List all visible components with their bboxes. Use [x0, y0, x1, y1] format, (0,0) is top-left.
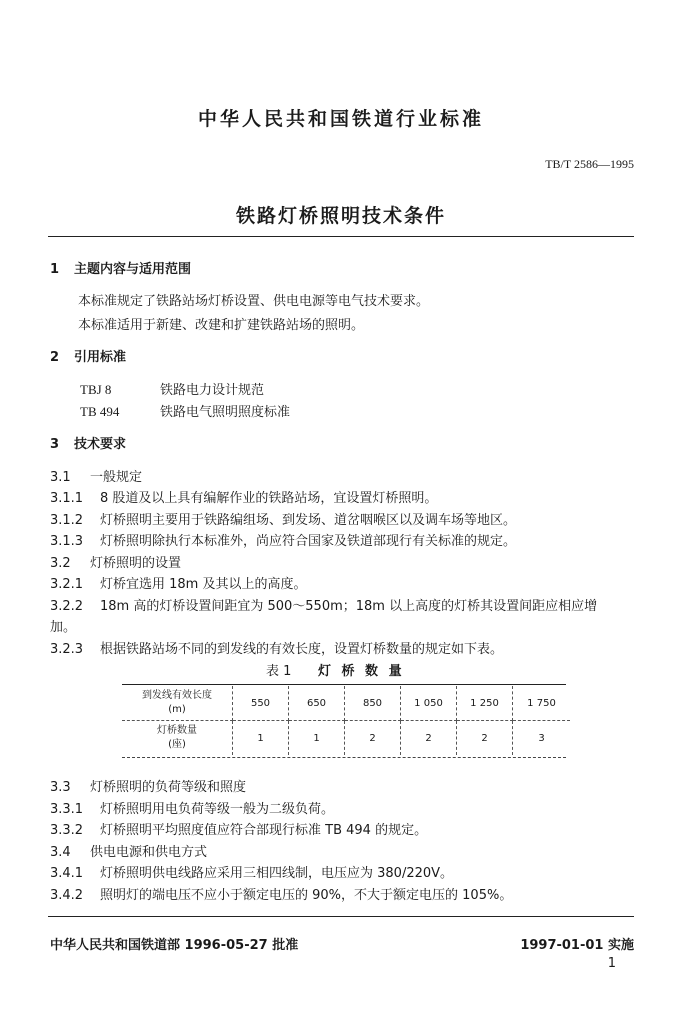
clause-number: 3.3	[50, 780, 71, 795]
clause-text: 灯桥照明平均照度值应符合部现行标准 TB 494 的规定。	[100, 823, 428, 838]
header-organization: 中华人民共和国铁道行业标准	[197, 108, 484, 130]
paragraph: 本标准规定了铁路站场灯桥设置、供电电源等电气技术要求。	[78, 294, 430, 309]
row-header-length	[122, 686, 233, 721]
clause-text: 8 股道及以上具有编解作业的铁路站场，宜设置灯桥照明。	[100, 491, 438, 506]
table-cell: 1 050	[401, 686, 457, 721]
clause	[50, 556, 181, 572]
clause	[50, 888, 512, 904]
clause-text: 一般规定	[90, 470, 143, 485]
clause-text: 灯桥照明的设置	[90, 556, 182, 571]
clause-text: 灯桥照明主要用于铁路编组场、到发场、道岔咽喉区以及调车场等地区。	[100, 513, 517, 528]
clause-text: 照明灯的端电压不应小于额定电压的 90%，不大于额定电压的 105%。	[100, 888, 513, 903]
clause-continuation: 加。	[50, 620, 77, 635]
table-cell: 2	[401, 721, 457, 756]
clause-number: 3.2.1	[50, 577, 84, 592]
row-header-line: (m)	[168, 704, 186, 715]
table-row	[122, 686, 570, 721]
clause	[50, 802, 334, 818]
bridge-quantity-table	[122, 686, 570, 755]
clause-text: 灯桥照明用电负荷等级一般为二级负荷。	[100, 802, 335, 817]
table-cell: 850	[345, 686, 401, 721]
clause	[50, 599, 597, 615]
section-title: 技术要求	[74, 437, 127, 452]
reference-code: TB 494	[80, 404, 120, 419]
clause-number: 3.4.2	[50, 888, 84, 903]
clause	[50, 823, 427, 839]
table-cell: 2	[457, 721, 513, 756]
clause	[50, 845, 207, 861]
footer-rule	[48, 916, 634, 917]
paragraph: 本标准适用于新建、改建和扩建铁路站场的照明。	[78, 318, 365, 333]
table-cell: 1 750	[513, 686, 571, 721]
clause	[50, 577, 306, 593]
clause-text: 灯桥宜选用 18m 及其以上的高度。	[100, 577, 307, 592]
section-3-heading	[50, 437, 126, 453]
table-cell: 650	[289, 686, 345, 721]
section-2-heading	[50, 350, 126, 366]
clause-number: 3.3.1	[50, 802, 84, 817]
clause-number: 3.2	[50, 556, 71, 571]
table-row	[122, 721, 570, 756]
approval-statement: 中华人民共和国铁道部 1996-05-27 批准	[50, 938, 299, 953]
clause-number: 3.1	[50, 470, 71, 485]
clause-text: 供电电源和供电方式	[90, 845, 208, 860]
reference-name: 铁路电气照明照度标准	[160, 405, 291, 420]
row-header-count	[122, 721, 233, 756]
clause-number: 3.1.3	[50, 534, 84, 549]
clause-number: 3.1.1	[50, 491, 84, 506]
table-top-rule	[122, 684, 566, 685]
clause-text: 18m 高的灯桥设置间距宜为 500～550m；18m 以上高度的灯桥其设置间距应相应增	[100, 599, 598, 614]
section-1-heading	[50, 262, 191, 278]
clause-text: 灯桥照明的负荷等级和照度	[90, 780, 247, 795]
clause	[50, 866, 453, 882]
clause-number: 3.4.1	[50, 866, 84, 881]
clause	[50, 642, 503, 658]
clause	[50, 513, 516, 529]
table-cell: 550	[233, 686, 289, 721]
clause	[50, 470, 142, 486]
table-caption-title: 灯 桥 数 量	[318, 664, 405, 679]
row-header-line: 到发线有效长度	[142, 690, 212, 701]
clause	[50, 534, 516, 550]
clause-number: 3.2.3	[50, 642, 84, 657]
effective-date: 1997-01-01 实施	[520, 938, 634, 953]
row-header-line: 灯桥数量	[157, 725, 197, 736]
reference-name: 铁路电力设计规范	[160, 383, 265, 398]
clause-text: 根据铁路站场不同的到发线的有效长度，设置灯桥数量的规定如下表。	[100, 642, 504, 657]
section-title: 主题内容与适用范围	[74, 262, 192, 277]
title-rule	[48, 236, 634, 237]
clause	[50, 780, 246, 796]
row-header-line: (座)	[168, 739, 186, 750]
clause-number: 3.4	[50, 845, 71, 860]
table-cell: 2	[345, 721, 401, 756]
table-cell: 1 250	[457, 686, 513, 721]
section-title: 引用标准	[74, 350, 127, 365]
table-bottom-rule	[122, 757, 566, 758]
clause-text: 灯桥照明供电线路应采用三相四线制，电压应为 380/220V。	[100, 866, 454, 881]
clause	[50, 491, 437, 507]
clause-number: 3.1.2	[50, 513, 84, 528]
clause-number: 3.3.2	[50, 823, 84, 838]
table-caption-number: 表 1	[266, 664, 292, 679]
document-title: 铁路灯桥照明技术条件	[235, 205, 446, 227]
reference-item	[80, 382, 264, 399]
table-cell: 1	[233, 721, 289, 756]
standard-code: TB/T 2586—1995	[545, 157, 634, 171]
reference-item	[80, 404, 290, 421]
table-caption	[266, 664, 405, 680]
table-cell: 3	[538, 732, 545, 744]
section-number: 3	[50, 437, 60, 452]
section-number: 1	[50, 262, 60, 277]
section-number: 2	[50, 350, 60, 365]
table-cell: 1	[289, 721, 345, 756]
page-number: 1	[607, 956, 616, 971]
reference-code: TBJ 8	[80, 382, 112, 397]
clause-number: 3.2.2	[50, 599, 84, 614]
clause-text: 灯桥照明除执行本标准外，尚应符合国家及铁道部现行有关标准的规定。	[100, 534, 517, 549]
